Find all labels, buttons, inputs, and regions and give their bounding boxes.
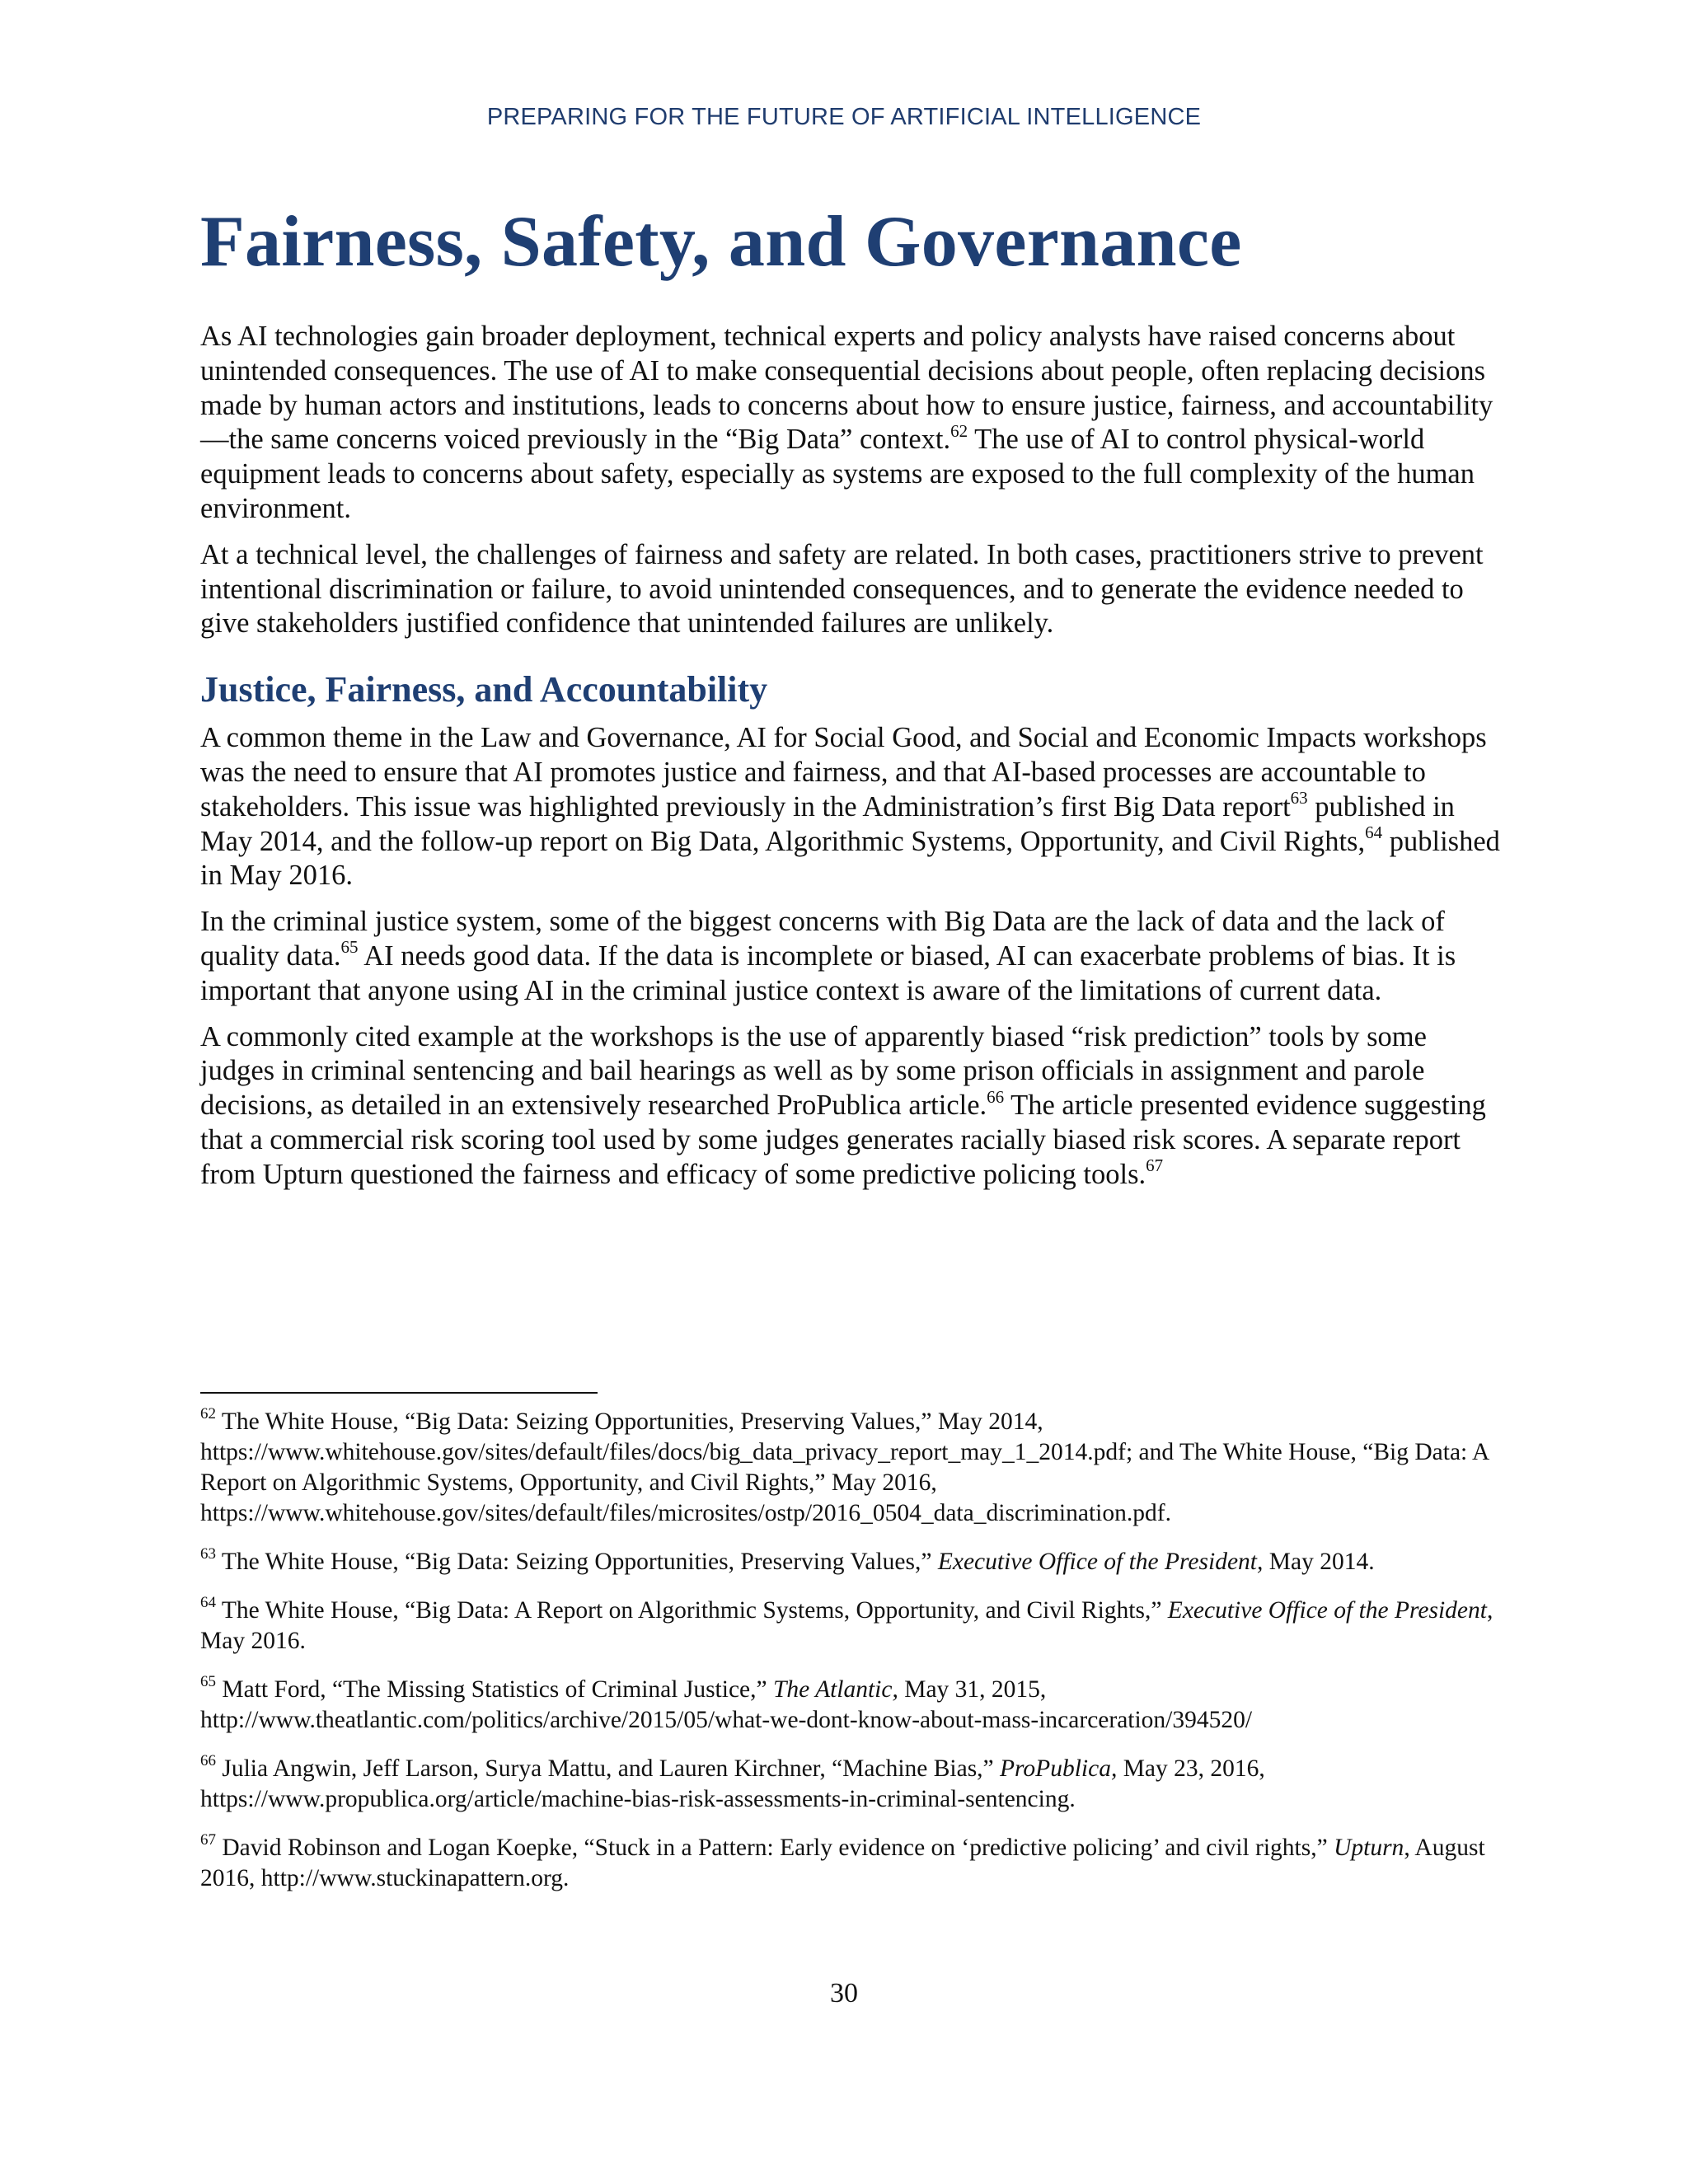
footnote-67: [200, 1833, 1503, 1894]
footnote-text: Julia Angwin, Jeff Larson, Surya Mattu, and Lauren Kirchner, “Machine Bias,”: [216, 1755, 1001, 1782]
footnotes: [200, 1407, 1503, 1894]
footnote-source: Executive Office of the President: [1167, 1597, 1487, 1624]
footnote-ref-66[interactable]: 66: [987, 1086, 1005, 1107]
footnote-text: May 2014.: [1263, 1549, 1375, 1575]
footnote-number: 67: [200, 1831, 216, 1849]
paragraph-risk-prediction: [200, 1020, 1503, 1193]
paragraph-technical: At a technical level, the challenges of fairness and safety are related. In both cases, practitioners strive to prevent intentional discrimination or failure, to avoid unintended consequences, and to generate the evidence needed to give stakeholders justified confidence that unintended failures are unlikely.: [200, 538, 1484, 640]
paragraph-text: published in May 2016.: [200, 825, 1500, 892]
footnote-source: The Atlantic,: [772, 1676, 898, 1703]
footnote-text: The White House, “Big Data: A Report on Algorithmic Systems, Opportunity, and Civil Rights,”: [216, 1597, 1168, 1624]
page-title: Fairness, Safety, and Governance: [200, 202, 1242, 282]
footnote-text: David Robinson and Logan Koepke, “Stuck in a Pattern: Early evidence on ‘predictive policing’ and civil rights,”: [216, 1835, 1334, 1861]
paragraph-text: The article presented evidence suggesting that a commercial risk scoring tool used by some judges generates racially biased risk scores. A separate report from Upturn questioned the fairness and efficacy of some predictive policing tools.: [200, 1090, 1486, 1190]
page-number: 30: [830, 1978, 858, 2008]
paragraph-intro: [200, 320, 1503, 527]
paragraph-text: A common theme in the Law and Governance, AI for Social Good, and Social and Economic Impacts workshops was the need to ensure that AI promotes justice and fairness, and that AI-based processes are accountable to stakeholders. This issue was highlighted previously in the Administration’s first Big Data report: [200, 722, 1487, 823]
footnote-ref-65[interactable]: 65: [340, 937, 359, 958]
footnote-66: [200, 1754, 1503, 1815]
footnote-text: The White House, “Big Data: Seizing Opportunities, Preserving Values,” May 2014, https://www.whitehouse.gov/sites/default/files/docs/big_data_privacy_report_may_1_2014.pdf; and The White House, “Big Data: A Report on Algorithmic Systems, Opportunity, and Civil Rights,” May 2016, https://www.whitehouse.gov/sites/default/files/microsites/ostp/2016_0504_data_discrimination.pdf.: [200, 1408, 1489, 1526]
footnote-text: Matt Ford, “The Missing Statistics of Criminal Justice,”: [216, 1676, 773, 1703]
footnote-ref-67[interactable]: 67: [1146, 1155, 1164, 1176]
footnote-number: 63: [200, 1545, 216, 1563]
footnote-number: 65: [200, 1673, 216, 1691]
section-heading: Justice, Fairness, and Accountability: [200, 669, 768, 710]
footnote-64: [200, 1596, 1503, 1657]
paragraph-criminal-justice: [200, 905, 1503, 1008]
paragraph-text: The use of AI to control physical-world equipment leads to concerns about safety, especially as systems are exposed to the full complexity of the human environment.: [200, 424, 1475, 524]
footnote-number: 64: [200, 1594, 216, 1612]
footnote-text: May 31, 2015, http://www.theatlantic.com/politics/archive/2015/05/what-we-dont-know-about-mass-incarceration/394520/: [200, 1676, 1253, 1733]
paragraph-workshops: [200, 721, 1503, 893]
footnote-divider: [200, 1392, 598, 1394]
footnote-62: [200, 1407, 1503, 1529]
running-header: PREPARING FOR THE FUTURE OF ARTIFICIAL INTELLIGENCE: [486, 104, 1202, 130]
footnote-ref-62[interactable]: 62: [950, 420, 968, 441]
paragraph-text: A commonly cited example at the workshops is the use of apparently biased “risk prediction” tools by some judges in criminal sentencing and bail hearings as well as by some prison officials in assignment and parole decisions, as detailed in an extensively researched ProPublica article.: [200, 1020, 1427, 1122]
footnote-number: 66: [200, 1752, 216, 1770]
footnote-source: Upturn: [1334, 1835, 1404, 1861]
footnote-ref-63[interactable]: 63: [1290, 788, 1308, 808]
paragraph-text: AI needs good data. If the data is incomplete or biased, AI can exacerbate problems of bias. It is important that anyone using AI in the criminal justice context is aware of the limitations of current data.: [200, 940, 1456, 1006]
footnote-text: The White House, “Big Data: Seizing Opportunities, Preserving Values,”: [216, 1549, 938, 1575]
footnote-number: 62: [200, 1405, 216, 1423]
footnote-text: , August 2016, http://www.stuckinapattern.org.: [200, 1835, 1485, 1891]
footnote-65: [200, 1675, 1503, 1736]
paragraph-text: As AI technologies gain broader deployment, technical experts and policy analysts have raised concerns about unintended consequences. The use of AI to make consequential decisions about people, often replacing decisions made by human actors and institutions, leads to concerns about how to ensure justice, fairness, and accountability—the same concerns voiced previously in the “Big Data” context.: [200, 321, 1493, 456]
footnote-source: ProPublica,: [1000, 1755, 1118, 1782]
paragraph-text: In the criminal justice system, some of the biggest concerns with Big Data are the lack of data and the lack of quality data.: [200, 906, 1445, 972]
footnote-text: , May 2016.: [200, 1597, 1493, 1654]
footnote-63: [200, 1547, 1503, 1577]
paragraph-text: published in May 2014, and the follow-up report on Big Data, Algorithmic Systems, Opportunity, and Civil Rights,: [200, 790, 1455, 857]
footnote-text: May 23, 2016, https://www.propublica.org/article/machine-bias-risk-assessments-in-criminal-sentencing.: [200, 1755, 1265, 1812]
main-content: [200, 198, 1503, 1193]
footnote-source: Executive Office of the President,: [937, 1549, 1264, 1575]
footnote-ref-64[interactable]: 64: [1365, 823, 1383, 843]
